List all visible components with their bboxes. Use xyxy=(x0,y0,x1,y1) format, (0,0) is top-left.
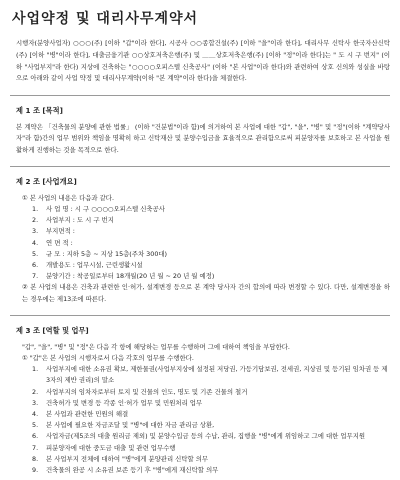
list-item: 5. 규 모 : 지하 5층 ~ 지상 15층(주차 300대) xyxy=(32,249,168,258)
article-3-items xyxy=(10,364,390,476)
article-3-title: 제 3 조 [역할 및 업무] xyxy=(16,325,89,335)
section-divider xyxy=(10,166,390,167)
list-item: 4. 연 면 적 : xyxy=(32,238,73,247)
document-title: 사업약정 및 대리사무계약서 xyxy=(12,11,199,27)
article-1-title: 제 1 조 [목적] xyxy=(16,106,63,116)
list-item: 6. 사업자금(제5조의 대출 원리금 제외) 및 분양수입금 등의 수납, 관리, 집행을 "병"에게 위임하고 그에 대한 업무지원 xyxy=(32,432,366,441)
list-item: 2. 사업부지 : 도 시 구 번지 xyxy=(32,216,114,225)
article-3 xyxy=(10,326,390,476)
list-item: 3. 건축허가 및 변경 등 각종 인·허가 업무 및 민원처리 업무 xyxy=(32,398,203,407)
article-1-text: 본 계약은 「건축물의 분양에 관한 법률」 (이하 "건분법"이라 함)에 의거하여 본 사업에 대한 "갑", "을", "병" 및 "정"(이하 "계약당사자"라 함)간의 업무 범위와 책임을 명확히 하고 신탁재산 및 분양수입금을 효율적으로 관리함으로써 피분양자를 보호하고 본 사업을 원활하게 진행하는 것을 목적으로 한다. xyxy=(16,123,390,154)
list-item: 4. 본 사업과 관련한 민원의 해결 xyxy=(32,410,129,419)
article-3-lead: "갑", "을", "병" 및 "정"은 다음 각 항에 해당하는 업무를 수행하며 그에 대하여 책임을 부담한다. xyxy=(22,342,290,351)
list-item: 1. 사 업 명 : 시 구 ○○○○오피스텔 신축공사 xyxy=(32,205,165,213)
list-item: 8. 본 사업부지 전체에 대하여 "병"에게 분양관리 신탁할 의무 xyxy=(32,454,209,463)
list-item: 3. 부지면적 : xyxy=(32,227,75,236)
list-item: 2. 사업부지의 임차자로부터 토지 및 건물의 인도, 명도 및 기존 건물의 철거 xyxy=(32,387,248,396)
section-divider xyxy=(10,315,390,316)
list-item: 9. 건축물의 완공 시 소유권 보존 등기 후 "병"에게 재신탁할 의무 xyxy=(32,466,219,475)
intro-paragraph: 시행자(분양사업자) ○○○(주) [이하 "갑"이라 한다], 시공사 ○○종합건설(주) [이하 "을"이라 한다], 대리사무 신탁사 한국자산신탁(주) [이하 "병"이라 한다], 대출금융기관 ○○상호저축은행(주) 및 ＿＿상호저축은행(주) [이하 "정"이라 한다]는 " 도 시 구 번지" (이하 "사업부지"라 한다) 지상에 건축하는 "○○○○오피스텔 신축공사" (이하 "본 사업"이라 한다)와 관련하여 상호 신의와 성실을 바탕으로 아래와 같이 사업 약정 및 대리사무계약(이하 "본 계약"이라 한다)을 체결한다. xyxy=(16,39,390,83)
section-divider xyxy=(10,95,390,96)
list-item: 7. 피분양자에 대한 중도금 대출 및 관련 업무수행 xyxy=(32,443,176,452)
article-2-lead: ① 본 사업의 내용은 다음과 같다. xyxy=(22,193,114,202)
article-2-title: 제 2 조 [사업개요] xyxy=(16,176,77,186)
list-item: 7. 분양기간 : 착공일로부터 18개월(20 년 월 ~ 20 년 월 예정) xyxy=(32,272,215,281)
article-3-clause-1: ① "갑"은 본 사업의 시행자로서 다음 각호의 업무를 수행한다. xyxy=(22,354,194,363)
article-2-items xyxy=(10,204,390,282)
list-item: 6. 개발용도 : 업무시설, 근린생활시설 xyxy=(32,261,143,270)
list-item: 1. 사업부지에 대한 소유권 확보, 제한물권(사업부지상에 설정된 저당권, 가등기담보권, 전세권, 지상권 및 등기된 임차권 등 제3자의 제반 권리)의 말소 xyxy=(32,365,388,385)
article-2-clause-2: ② 본 사업의 내용은 건축과 관련한 인·허가, 설계변경 등으로 본 계약 당사자 간의 합의에 따라 변경할 수 있다. 다만, 설계변경을 하는 경우에는 제13조에 따른다. xyxy=(22,283,390,303)
article-2 xyxy=(10,177,390,305)
article-1 xyxy=(10,106,390,156)
list-item: 5. 본 사업에 필요한 자금조달 및 "병"에 대한 자금 관리금 상환, xyxy=(32,421,215,430)
